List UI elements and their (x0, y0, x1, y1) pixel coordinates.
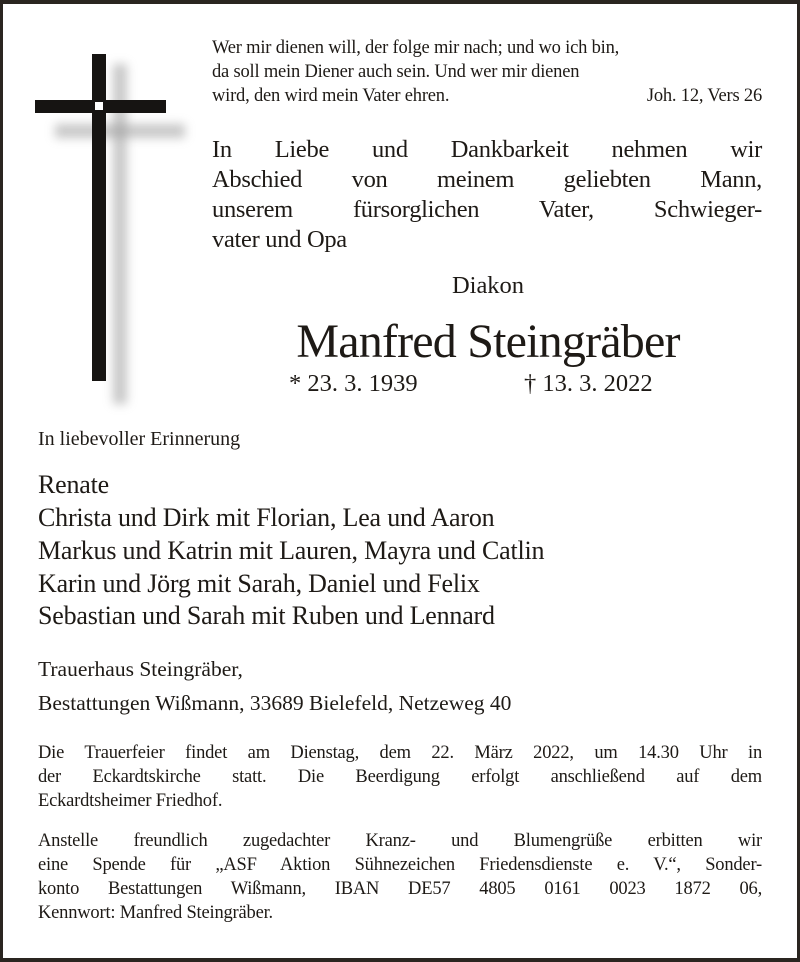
mourner-line: Karin und Jörg mit Sarah, Daniel und Felix (38, 569, 480, 598)
quote-line: da soll mein Diener auch sein. Und wer mir dienen (212, 62, 580, 82)
donation-line: Kennwort: Manfred Steingräber. (38, 903, 273, 923)
address-line: Bestattungen Wißmann, 33689 Bielefeld, Netzeweg 40 (38, 691, 512, 715)
mourners-heading: In liebevoller Erinnerung (38, 428, 241, 450)
funeral-line: Die Trauerfeier findet am Dienstag, dem 22. März 2022, um 14.30 Uhr in (38, 743, 762, 763)
quote-reference: Joh. 12, Vers 26 (646, 86, 762, 106)
donation-line: konto Bestattungen Wißmann, IBAN DE57 4805 0161 0023 1872 06, (38, 879, 762, 899)
donation-line: Anstelle freundlich zugedachter Kranz- und Blumengrüße erbitten wir (38, 831, 762, 851)
mourner-line: Renate (38, 470, 109, 499)
funeral-line: Eckardtsheimer Friedhof. (38, 791, 223, 811)
deceased-title: Diakon (451, 272, 525, 299)
quote-line: wird, den wird mein Vater ehren. (212, 86, 450, 106)
intro-line: vater und Opa (212, 226, 347, 253)
death-date: † 13. 3. 2022 (524, 370, 653, 397)
intro-line: unserem fürsorglichen Vater, Schwieger- (212, 196, 762, 223)
birth-date: * 23. 3. 1939 (289, 370, 418, 397)
mourner-line: Christa und Dirk mit Florian, Lea und Aaron (38, 503, 495, 532)
intro-line: In Liebe und Dankbarkeit nehmen wir (212, 136, 762, 163)
funeral-line: der Eckardtskirche statt. Die Beerdigung erfolgt anschließend auf dem (38, 767, 762, 787)
mourner-line: Markus und Katrin mit Lauren, Mayra und Catlin (38, 536, 545, 565)
donation-line: eine Spende für „ASF Aktion Sühnezeichen Friedensdienste e. V.“, Sonder- (38, 855, 762, 875)
deceased-name: Manfred Steingräber (296, 315, 680, 368)
mourner-line: Sebastian und Sarah mit Ruben und Lennard (38, 601, 495, 630)
intro-line: Abschied von meinem geliebten Mann, (212, 166, 762, 193)
address-line: Trauerhaus Steingräber, (38, 657, 243, 681)
quote-line: Wer mir dienen will, der folge mir nach; und wo ich bin, (212, 38, 620, 58)
